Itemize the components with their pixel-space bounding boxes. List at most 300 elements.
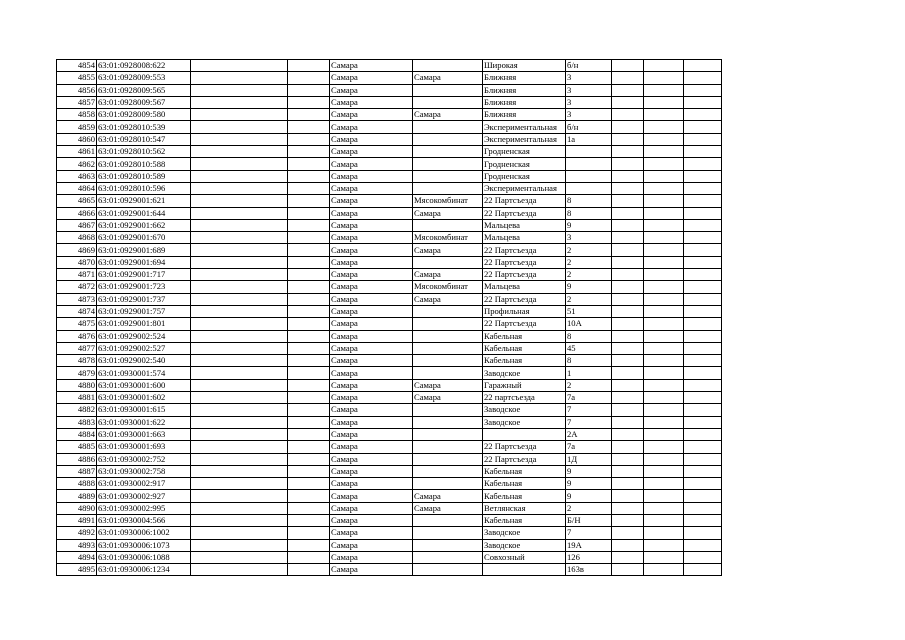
empty-cell: [612, 539, 644, 551]
empty-cell: [191, 564, 288, 576]
row-number-cell: 4857: [57, 96, 97, 108]
table-row: [57, 121, 722, 133]
house-number-cell: 3: [566, 109, 612, 121]
empty-cell: [191, 416, 288, 428]
cadastral-number-cell: 63:01:0928009:565: [97, 84, 191, 96]
city-cell: Самара: [330, 453, 413, 465]
street-cell: 22 партсъезда: [483, 392, 566, 404]
empty-cell: [644, 109, 684, 121]
empty-cell: [288, 207, 330, 219]
empty-cell: [191, 96, 288, 108]
empty-cell: [288, 72, 330, 84]
table-row: [57, 502, 722, 514]
city-cell: Самара: [330, 514, 413, 526]
cadastral-number-cell: 63:01:0930001:602: [97, 392, 191, 404]
street-cell: Кабельная: [483, 355, 566, 367]
empty-cell: [644, 293, 684, 305]
empty-cell: [288, 293, 330, 305]
empty-cell: [644, 281, 684, 293]
empty-cell: [644, 60, 684, 72]
table-row: [57, 478, 722, 490]
row-number-cell: 4888: [57, 478, 97, 490]
row-number-cell: 4890: [57, 502, 97, 514]
city-cell: Самара: [330, 293, 413, 305]
row-number-cell: 4861: [57, 146, 97, 158]
district-cell: [413, 453, 483, 465]
city-cell: Самара: [330, 232, 413, 244]
empty-cell: [644, 539, 684, 551]
district-cell: [413, 441, 483, 453]
district-cell: [413, 318, 483, 330]
empty-cell: [644, 207, 684, 219]
district-cell: [413, 96, 483, 108]
empty-cell: [684, 502, 722, 514]
empty-cell: [191, 121, 288, 133]
empty-cell: [684, 195, 722, 207]
row-number-cell: 4873: [57, 293, 97, 305]
table-body: [57, 60, 722, 576]
table-row: [57, 219, 722, 231]
empty-cell: [612, 305, 644, 317]
empty-cell: [288, 121, 330, 133]
city-cell: Самара: [330, 281, 413, 293]
street-cell: Мальцева: [483, 219, 566, 231]
street-cell: Гродненская: [483, 158, 566, 170]
empty-cell: [612, 502, 644, 514]
cadastral-number-cell: 63:01:0928010:562: [97, 146, 191, 158]
house-number-cell: 8: [566, 330, 612, 342]
street-cell: Заводское: [483, 539, 566, 551]
district-cell: Самара: [413, 244, 483, 256]
street-cell: Кабельная: [483, 330, 566, 342]
table-row: [57, 392, 722, 404]
empty-cell: [191, 514, 288, 526]
district-cell: [413, 84, 483, 96]
table-row: [57, 170, 722, 182]
city-cell: Самара: [330, 539, 413, 551]
empty-cell: [191, 502, 288, 514]
table-row: [57, 96, 722, 108]
empty-cell: [612, 256, 644, 268]
table-row: [57, 182, 722, 194]
cadastral-number-cell: 63:01:0929001:757: [97, 305, 191, 317]
empty-cell: [288, 182, 330, 194]
cadastral-number-cell: 63:01:0930001:693: [97, 441, 191, 453]
empty-cell: [612, 207, 644, 219]
empty-cell: [684, 72, 722, 84]
empty-cell: [612, 416, 644, 428]
empty-cell: [612, 269, 644, 281]
street-cell: Кабельная: [483, 490, 566, 502]
house-number-cell: 2: [566, 502, 612, 514]
table-row: [57, 342, 722, 354]
house-number-cell: 126: [566, 551, 612, 563]
empty-cell: [288, 379, 330, 391]
table-row: [57, 355, 722, 367]
house-number-cell: 2: [566, 244, 612, 256]
city-cell: Самара: [330, 527, 413, 539]
empty-cell: [612, 109, 644, 121]
house-number-cell: 51: [566, 305, 612, 317]
district-cell: [413, 514, 483, 526]
empty-cell: [684, 96, 722, 108]
empty-cell: [684, 256, 722, 268]
cadastral-number-cell: 63:01:0929001:670: [97, 232, 191, 244]
empty-cell: [644, 478, 684, 490]
table-row: [57, 269, 722, 281]
empty-cell: [644, 342, 684, 354]
row-number-cell: 4886: [57, 453, 97, 465]
street-cell: Кабельная: [483, 342, 566, 354]
empty-cell: [288, 502, 330, 514]
empty-cell: [191, 453, 288, 465]
empty-cell: [191, 342, 288, 354]
street-cell: Кабельная: [483, 514, 566, 526]
empty-cell: [288, 330, 330, 342]
empty-cell: [612, 72, 644, 84]
table-row: [57, 318, 722, 330]
cadastral-number-cell: 63:01:0930002:927: [97, 490, 191, 502]
empty-cell: [684, 551, 722, 563]
table-row: [57, 281, 722, 293]
row-number-cell: 4880: [57, 379, 97, 391]
table-row: [57, 109, 722, 121]
empty-cell: [644, 441, 684, 453]
empty-cell: [288, 367, 330, 379]
city-cell: Самара: [330, 133, 413, 145]
table-row: [57, 133, 722, 145]
house-number-cell: 1Д: [566, 453, 612, 465]
street-cell: Мальцева: [483, 281, 566, 293]
house-number-cell: 45: [566, 342, 612, 354]
district-cell: [413, 158, 483, 170]
district-cell: Мясокомбинат: [413, 281, 483, 293]
empty-cell: [612, 219, 644, 231]
empty-cell: [288, 551, 330, 563]
district-cell: [413, 465, 483, 477]
table-row: [57, 453, 722, 465]
district-cell: [413, 256, 483, 268]
city-cell: Самара: [330, 72, 413, 84]
empty-cell: [191, 293, 288, 305]
district-cell: [413, 527, 483, 539]
street-cell: Гродненская: [483, 170, 566, 182]
empty-cell: [191, 84, 288, 96]
house-number-cell: 8: [566, 355, 612, 367]
cadastral-number-cell: 63:01:0929001:717: [97, 269, 191, 281]
cadastral-number-cell: 63:01:0930001:663: [97, 428, 191, 440]
street-cell: 22 Партсъезда: [483, 441, 566, 453]
cadastral-number-cell: 63:01:0929002:527: [97, 342, 191, 354]
district-cell: [413, 367, 483, 379]
street-cell: Экспериментальная: [483, 121, 566, 133]
street-cell: Ближняя: [483, 84, 566, 96]
city-cell: Самара: [330, 170, 413, 182]
house-number-cell: б/н: [566, 60, 612, 72]
district-cell: [413, 330, 483, 342]
empty-cell: [288, 527, 330, 539]
row-number-cell: 4882: [57, 404, 97, 416]
city-cell: Самара: [330, 502, 413, 514]
empty-cell: [644, 490, 684, 502]
district-cell: Самара: [413, 379, 483, 391]
district-cell: Самара: [413, 72, 483, 84]
cadastral-number-cell: 63:01:0928010:539: [97, 121, 191, 133]
house-number-cell: 9: [566, 465, 612, 477]
cadastral-number-cell: 63:01:0930006:1234: [97, 564, 191, 576]
empty-cell: [684, 441, 722, 453]
city-cell: Самара: [330, 158, 413, 170]
street-cell: Мальцева: [483, 232, 566, 244]
empty-cell: [288, 146, 330, 158]
district-cell: Самара: [413, 392, 483, 404]
empty-cell: [191, 318, 288, 330]
table-row: [57, 207, 722, 219]
empty-cell: [191, 355, 288, 367]
empty-cell: [612, 564, 644, 576]
house-number-cell: 2: [566, 256, 612, 268]
empty-cell: [191, 256, 288, 268]
empty-cell: [684, 490, 722, 502]
street-cell: Профильная: [483, 305, 566, 317]
empty-cell: [191, 428, 288, 440]
empty-cell: [612, 182, 644, 194]
street-cell: Заводское: [483, 367, 566, 379]
table-row: [57, 256, 722, 268]
table-row: [57, 465, 722, 477]
district-cell: Мясокомбинат: [413, 232, 483, 244]
city-cell: Самара: [330, 244, 413, 256]
cadastral-number-cell: 63:01:0930006:1088: [97, 551, 191, 563]
row-number-cell: 4879: [57, 367, 97, 379]
empty-cell: [191, 219, 288, 231]
empty-cell: [191, 490, 288, 502]
street-cell: Гаражный: [483, 379, 566, 391]
street-cell: Заводское: [483, 527, 566, 539]
empty-cell: [644, 527, 684, 539]
table-row: [57, 232, 722, 244]
city-cell: Самара: [330, 146, 413, 158]
city-cell: Самара: [330, 60, 413, 72]
empty-cell: [684, 416, 722, 428]
district-cell: [413, 133, 483, 145]
cadastral-number-cell: 63:01:0930002:758: [97, 465, 191, 477]
table-row: [57, 293, 722, 305]
empty-cell: [288, 281, 330, 293]
row-number-cell: 4867: [57, 219, 97, 231]
house-number-cell: [566, 146, 612, 158]
row-number-cell: 4865: [57, 195, 97, 207]
district-cell: Самара: [413, 502, 483, 514]
empty-cell: [191, 539, 288, 551]
empty-cell: [684, 219, 722, 231]
empty-cell: [684, 281, 722, 293]
empty-cell: [288, 428, 330, 440]
empty-cell: [612, 170, 644, 182]
row-number-cell: 4864: [57, 182, 97, 194]
empty-cell: [612, 441, 644, 453]
row-number-cell: 4889: [57, 490, 97, 502]
city-cell: Самара: [330, 195, 413, 207]
empty-cell: [612, 195, 644, 207]
empty-cell: [191, 404, 288, 416]
house-number-cell: 2А: [566, 428, 612, 440]
city-cell: Самара: [330, 355, 413, 367]
empty-cell: [288, 269, 330, 281]
empty-cell: [684, 244, 722, 256]
empty-cell: [288, 244, 330, 256]
street-cell: 22 Партсъезда: [483, 453, 566, 465]
district-cell: [413, 428, 483, 440]
cadastral-number-cell: 63:01:0929002:524: [97, 330, 191, 342]
empty-cell: [644, 305, 684, 317]
row-number-cell: 4863: [57, 170, 97, 182]
cadastral-number-cell: 63:01:0928010:589: [97, 170, 191, 182]
cadastral-number-cell: 63:01:0929001:737: [97, 293, 191, 305]
district-cell: Самара: [413, 293, 483, 305]
empty-cell: [612, 342, 644, 354]
cadastral-number-cell: 63:01:0928010:588: [97, 158, 191, 170]
street-cell: 22 Партсъезда: [483, 256, 566, 268]
empty-cell: [644, 269, 684, 281]
district-cell: Самара: [413, 490, 483, 502]
cadastral-number-cell: 63:01:0929001:662: [97, 219, 191, 231]
cadastral-number-cell: 63:01:0930001:622: [97, 416, 191, 428]
row-number-cell: 4887: [57, 465, 97, 477]
empty-cell: [191, 207, 288, 219]
empty-cell: [684, 342, 722, 354]
row-number-cell: 4878: [57, 355, 97, 367]
empty-cell: [612, 84, 644, 96]
row-number-cell: 4866: [57, 207, 97, 219]
table-row: [57, 244, 722, 256]
empty-cell: [612, 478, 644, 490]
empty-cell: [288, 465, 330, 477]
empty-cell: [288, 305, 330, 317]
house-number-cell: 19А: [566, 539, 612, 551]
city-cell: Самара: [330, 490, 413, 502]
district-cell: Самара: [413, 269, 483, 281]
empty-cell: [288, 564, 330, 576]
empty-cell: [288, 342, 330, 354]
row-number-cell: 4895: [57, 564, 97, 576]
empty-cell: [191, 158, 288, 170]
empty-cell: [684, 232, 722, 244]
empty-cell: [191, 551, 288, 563]
cadastral-number-cell: 63:01:0929001:723: [97, 281, 191, 293]
cadastral-number-cell: 63:01:0930002:752: [97, 453, 191, 465]
district-cell: [413, 121, 483, 133]
empty-cell: [644, 318, 684, 330]
table-row: [57, 404, 722, 416]
city-cell: Самара: [330, 441, 413, 453]
house-number-cell: 2: [566, 269, 612, 281]
cadastral-number-cell: 63:01:0930006:1073: [97, 539, 191, 551]
empty-cell: [684, 453, 722, 465]
empty-cell: [684, 60, 722, 72]
house-number-cell: 3: [566, 96, 612, 108]
empty-cell: [288, 490, 330, 502]
city-cell: Самара: [330, 478, 413, 490]
empty-cell: [612, 330, 644, 342]
empty-cell: [612, 158, 644, 170]
empty-cell: [191, 379, 288, 391]
row-number-cell: 4874: [57, 305, 97, 317]
city-cell: Самара: [330, 84, 413, 96]
empty-cell: [612, 293, 644, 305]
empty-cell: [612, 146, 644, 158]
empty-cell: [288, 219, 330, 231]
cadastral-number-cell: 63:01:0929001:801: [97, 318, 191, 330]
city-cell: Самара: [330, 182, 413, 194]
empty-cell: [644, 392, 684, 404]
empty-cell: [684, 207, 722, 219]
row-number-cell: 4854: [57, 60, 97, 72]
empty-cell: [644, 195, 684, 207]
empty-cell: [288, 514, 330, 526]
empty-cell: [644, 551, 684, 563]
empty-cell: [191, 527, 288, 539]
city-cell: Самара: [330, 269, 413, 281]
empty-cell: [684, 564, 722, 576]
empty-cell: [644, 256, 684, 268]
city-cell: Самара: [330, 428, 413, 440]
cadastral-number-cell: 63:01:0930001:615: [97, 404, 191, 416]
row-number-cell: 4871: [57, 269, 97, 281]
table-row: [57, 514, 722, 526]
empty-cell: [684, 392, 722, 404]
district-cell: [413, 551, 483, 563]
row-number-cell: 4862: [57, 158, 97, 170]
empty-cell: [612, 121, 644, 133]
city-cell: Самара: [330, 219, 413, 231]
empty-cell: [191, 330, 288, 342]
empty-cell: [191, 465, 288, 477]
table-row: [57, 367, 722, 379]
empty-cell: [288, 441, 330, 453]
row-number-cell: 4855: [57, 72, 97, 84]
empty-cell: [288, 60, 330, 72]
street-cell: Кабельная: [483, 465, 566, 477]
empty-cell: [644, 84, 684, 96]
district-cell: [413, 219, 483, 231]
street-cell: Ветлянская: [483, 502, 566, 514]
table-row: [57, 428, 722, 440]
empty-cell: [191, 367, 288, 379]
empty-cell: [288, 404, 330, 416]
empty-cell: [644, 244, 684, 256]
district-cell: [413, 60, 483, 72]
cadastral-number-cell: 63:01:0930002:995: [97, 502, 191, 514]
table-row: [57, 305, 722, 317]
city-cell: Самара: [330, 109, 413, 121]
empty-cell: [684, 330, 722, 342]
empty-cell: [644, 96, 684, 108]
empty-cell: [612, 514, 644, 526]
district-cell: Самара: [413, 109, 483, 121]
city-cell: Самара: [330, 367, 413, 379]
street-cell: Совхозный: [483, 551, 566, 563]
house-number-cell: 8: [566, 195, 612, 207]
row-number-cell: 4875: [57, 318, 97, 330]
empty-cell: [684, 514, 722, 526]
empty-cell: [191, 392, 288, 404]
house-number-cell: 163в: [566, 564, 612, 576]
house-number-cell: 3: [566, 84, 612, 96]
empty-cell: [684, 318, 722, 330]
cadastral-number-cell: 63:01:0928009:567: [97, 96, 191, 108]
empty-cell: [684, 182, 722, 194]
